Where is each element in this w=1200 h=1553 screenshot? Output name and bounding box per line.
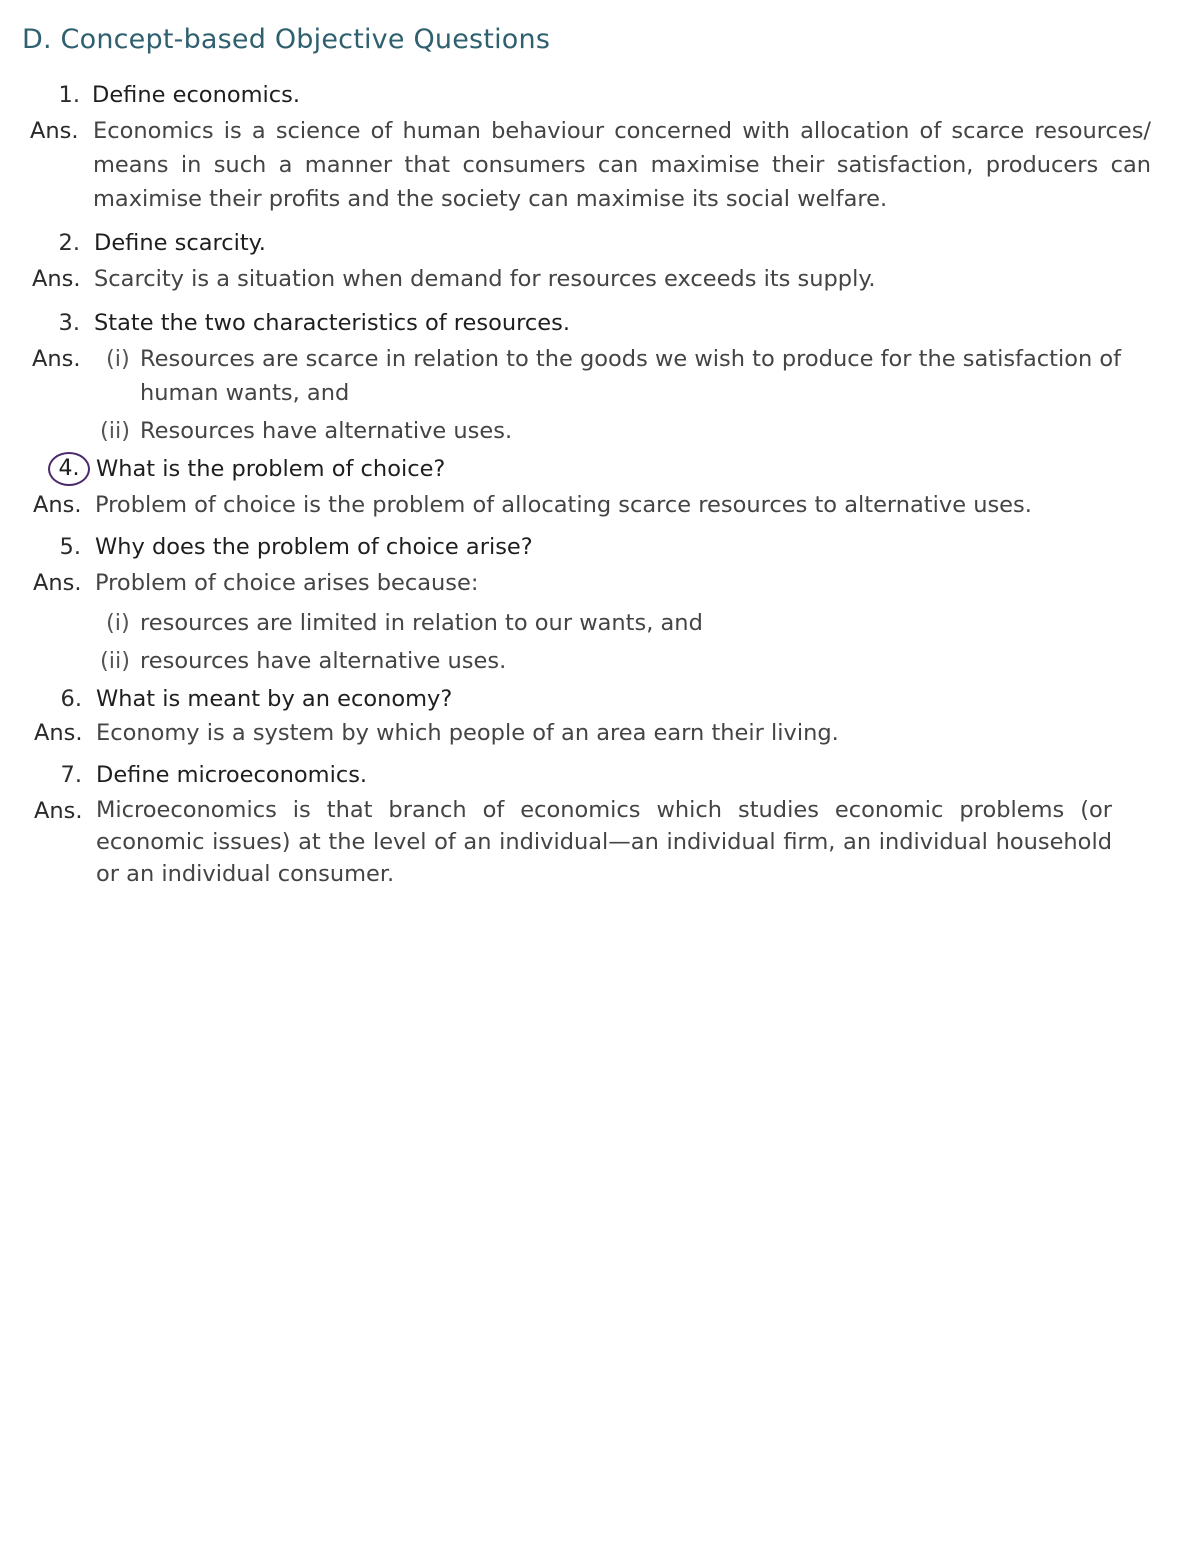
question-text: What is the problem of choice? [96, 456, 446, 482]
answer-line: Economics is a science of human behaviour concerned with allocation of scarce resources/ [93, 118, 1151, 144]
answer-label: Ans. [32, 266, 81, 292]
question-number: 5. [59, 534, 81, 560]
answer-line: maximise their profits and the society can maximise its social welfare. [93, 186, 888, 212]
answer-line: Resources are scarce in relation to the goods we wish to produce for the satisfaction of [140, 346, 1122, 372]
answer-line: Resources have alternative uses. [140, 418, 513, 444]
answer-line: Problem of choice is the problem of allocating scarce resources to alternative uses. [95, 492, 1032, 518]
answer-label: Ans. [34, 798, 83, 824]
answer-line: economic issues) at the level of an individual—an individual firm, an individual household [96, 829, 1112, 855]
answer-label: Ans. [34, 720, 83, 746]
section-heading: D. Concept-based Objective Questions [22, 24, 551, 55]
answer-7-text [96, 794, 1112, 890]
answer-line: Problem of choice arises because: [95, 570, 479, 596]
sub-item-label: (i) [106, 610, 130, 636]
question-text: What is meant by an economy? [96, 686, 453, 712]
answer-label: Ans. [32, 346, 81, 372]
answer-label: Ans. [30, 118, 79, 144]
question-number: 1. [58, 82, 80, 108]
answer-line: Microeconomics is that branch of economics which studies economic problems (or [96, 797, 1112, 823]
question-number: 6. [60, 686, 82, 712]
answer-line: or an individual consumer. [96, 861, 395, 887]
question-text: Define economics. [92, 82, 301, 108]
sub-item-label: (ii) [100, 418, 131, 444]
question-text: Why does the problem of choice arise? [95, 534, 533, 560]
sub-item-label: (ii) [100, 648, 131, 674]
answer-line: resources have alternative uses. [140, 648, 507, 674]
answer-label: Ans. [33, 492, 82, 518]
question-number: 2. [58, 230, 80, 256]
answer-line: Scarcity is a situation when demand for resources exceeds its supply. [94, 266, 876, 292]
answer-line: Economy is a system by which people of an area earn their living. [96, 720, 839, 746]
question-text: State the two characteristics of resources. [94, 310, 570, 336]
answer-label: Ans. [33, 570, 82, 596]
circled-question-number: 4. [48, 452, 90, 486]
answer-line: means in such a manner that consumers can maximise their satisfaction, producers can [93, 152, 1151, 178]
question-text: Define microeconomics. [96, 762, 368, 788]
answer-line: resources are limited in relation to our wants, and [140, 610, 703, 636]
question-text: Define scarcity. [94, 230, 266, 256]
question-number: 3. [58, 310, 80, 336]
answer-line: human wants, and [140, 380, 350, 406]
answer-1-text [93, 114, 1151, 216]
question-number: 7. [60, 762, 82, 788]
sub-item-label: (i) [106, 346, 130, 372]
